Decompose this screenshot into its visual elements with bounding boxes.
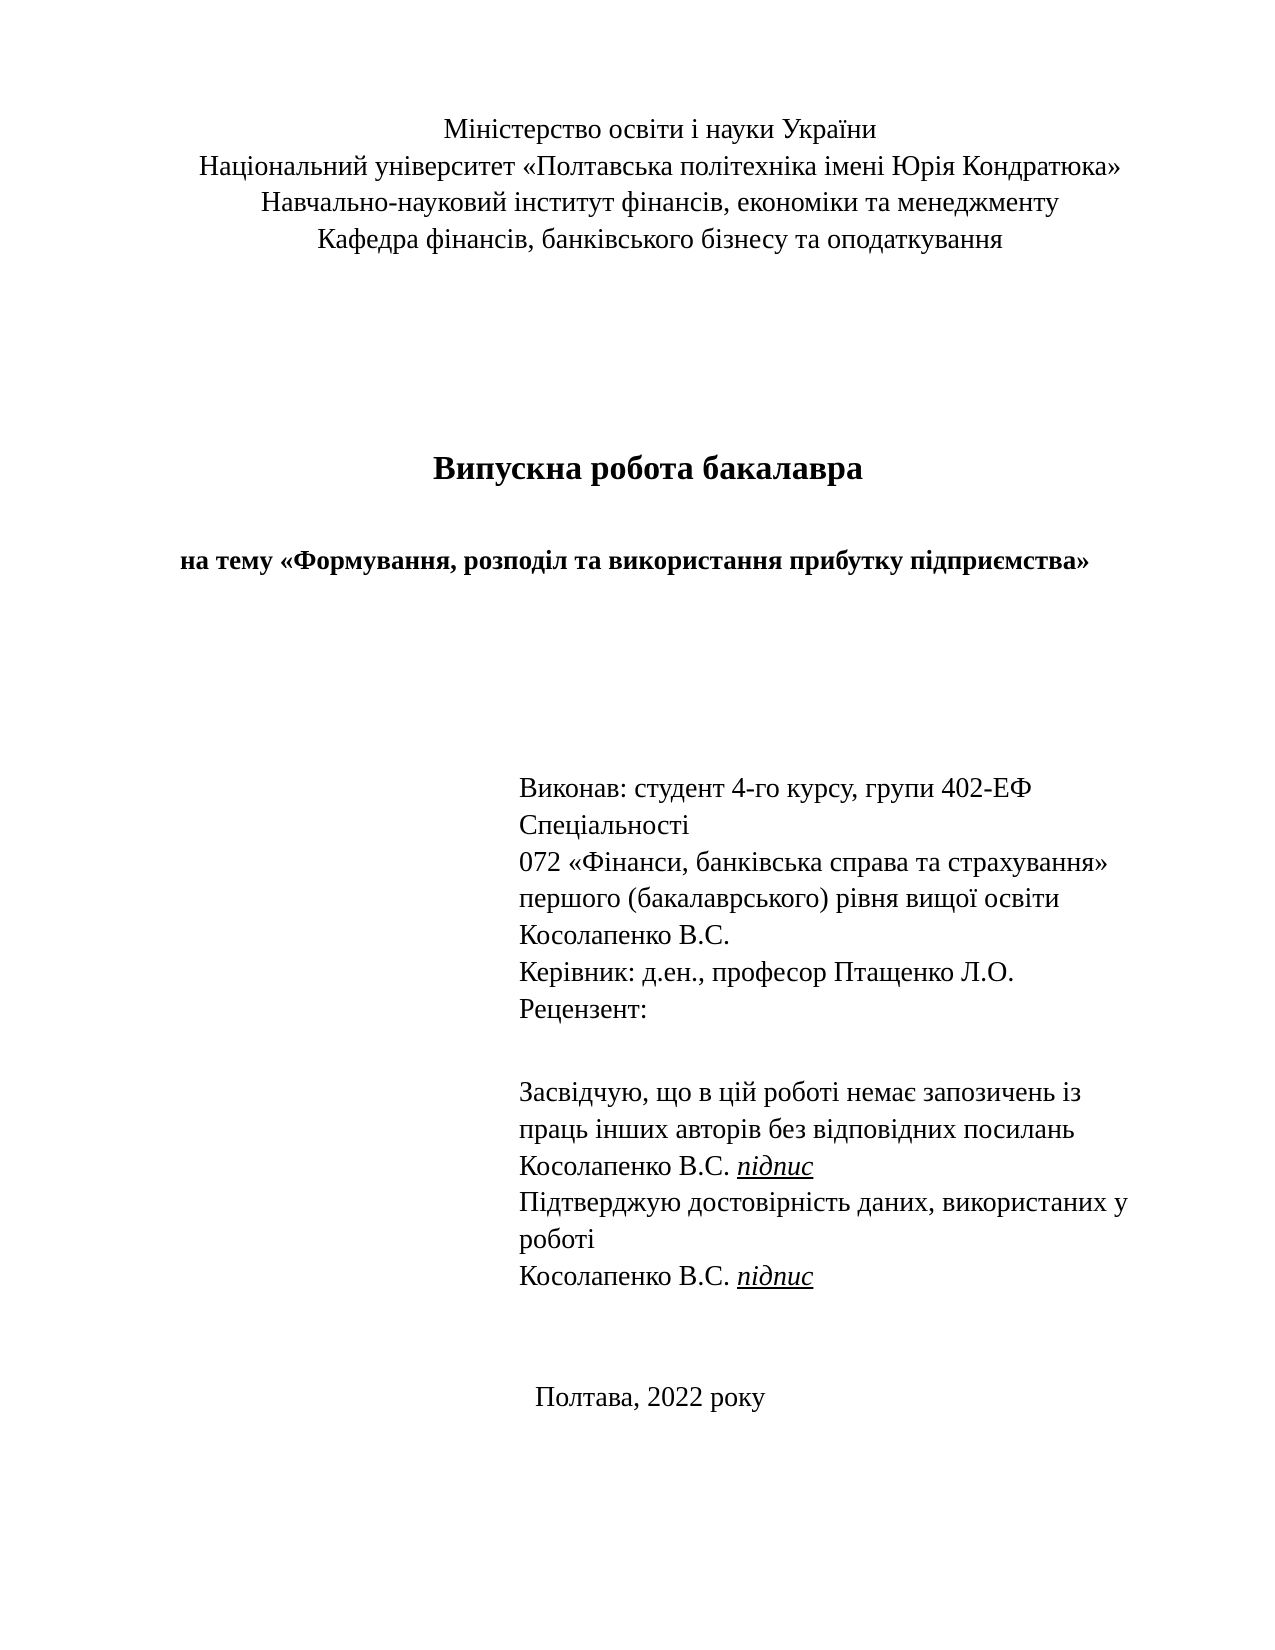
declaration-line: праць інших авторів без відповідних посилань: [519, 1113, 1075, 1145]
signer-name: Косолапенко В.С.: [519, 1150, 730, 1182]
city-year: Полтава, 2022 року: [535, 1382, 766, 1413]
signature-line: [519, 1259, 1128, 1296]
confirmation-line: роботі: [519, 1224, 595, 1256]
institute-line: Навчально-науковий інститут фінансів, економіки та менеджменту: [260, 187, 1060, 219]
signature-line: [519, 1149, 1128, 1186]
author-name: Косолапенко В.С.: [519, 920, 730, 952]
signer-name: Косолапенко В.С.: [519, 1260, 730, 1292]
university-line: Національний університет «Полтавська політехніка імені Юрія Кондратюка»: [198, 150, 1122, 182]
declaration-block: [519, 1075, 1128, 1296]
signature: підпис: [737, 1150, 814, 1182]
specialty-line: 072 «Фінанси, банківська справа та страхування»: [519, 846, 1109, 878]
author-line: Виконав: студент 4-го курсу, групи 402-ЕФ: [519, 773, 1032, 804]
ministry-line: Міністерство освіти і науки України: [443, 114, 877, 145]
document-title: Випускна робота бакалавра: [433, 450, 863, 487]
department-line: Кафедра фінансів, банківського бізнесу та оподаткування: [317, 224, 1003, 256]
signature: підпис: [737, 1260, 814, 1292]
confirmation-line: Підтверджую достовірність даних, використаних у: [519, 1187, 1128, 1219]
supervisor-line: Керівник: д.ен., професор Птащенко Л.О.: [519, 956, 1015, 988]
reviewer-line: Рецензент:: [519, 993, 648, 1025]
institution-header: [180, 112, 1140, 259]
specialty-label: Спеціальності: [519, 809, 690, 841]
thesis-topic: на тему «Формування, розподіл та використання прибутку підприємства»: [180, 545, 1090, 575]
author-block: [519, 771, 1108, 1029]
declaration-line: Засвідчую, що в цій роботі немає запозичень із: [519, 1077, 1082, 1108]
level-line: першого (бакалаврського) рівня вищої освіти: [519, 883, 1060, 915]
